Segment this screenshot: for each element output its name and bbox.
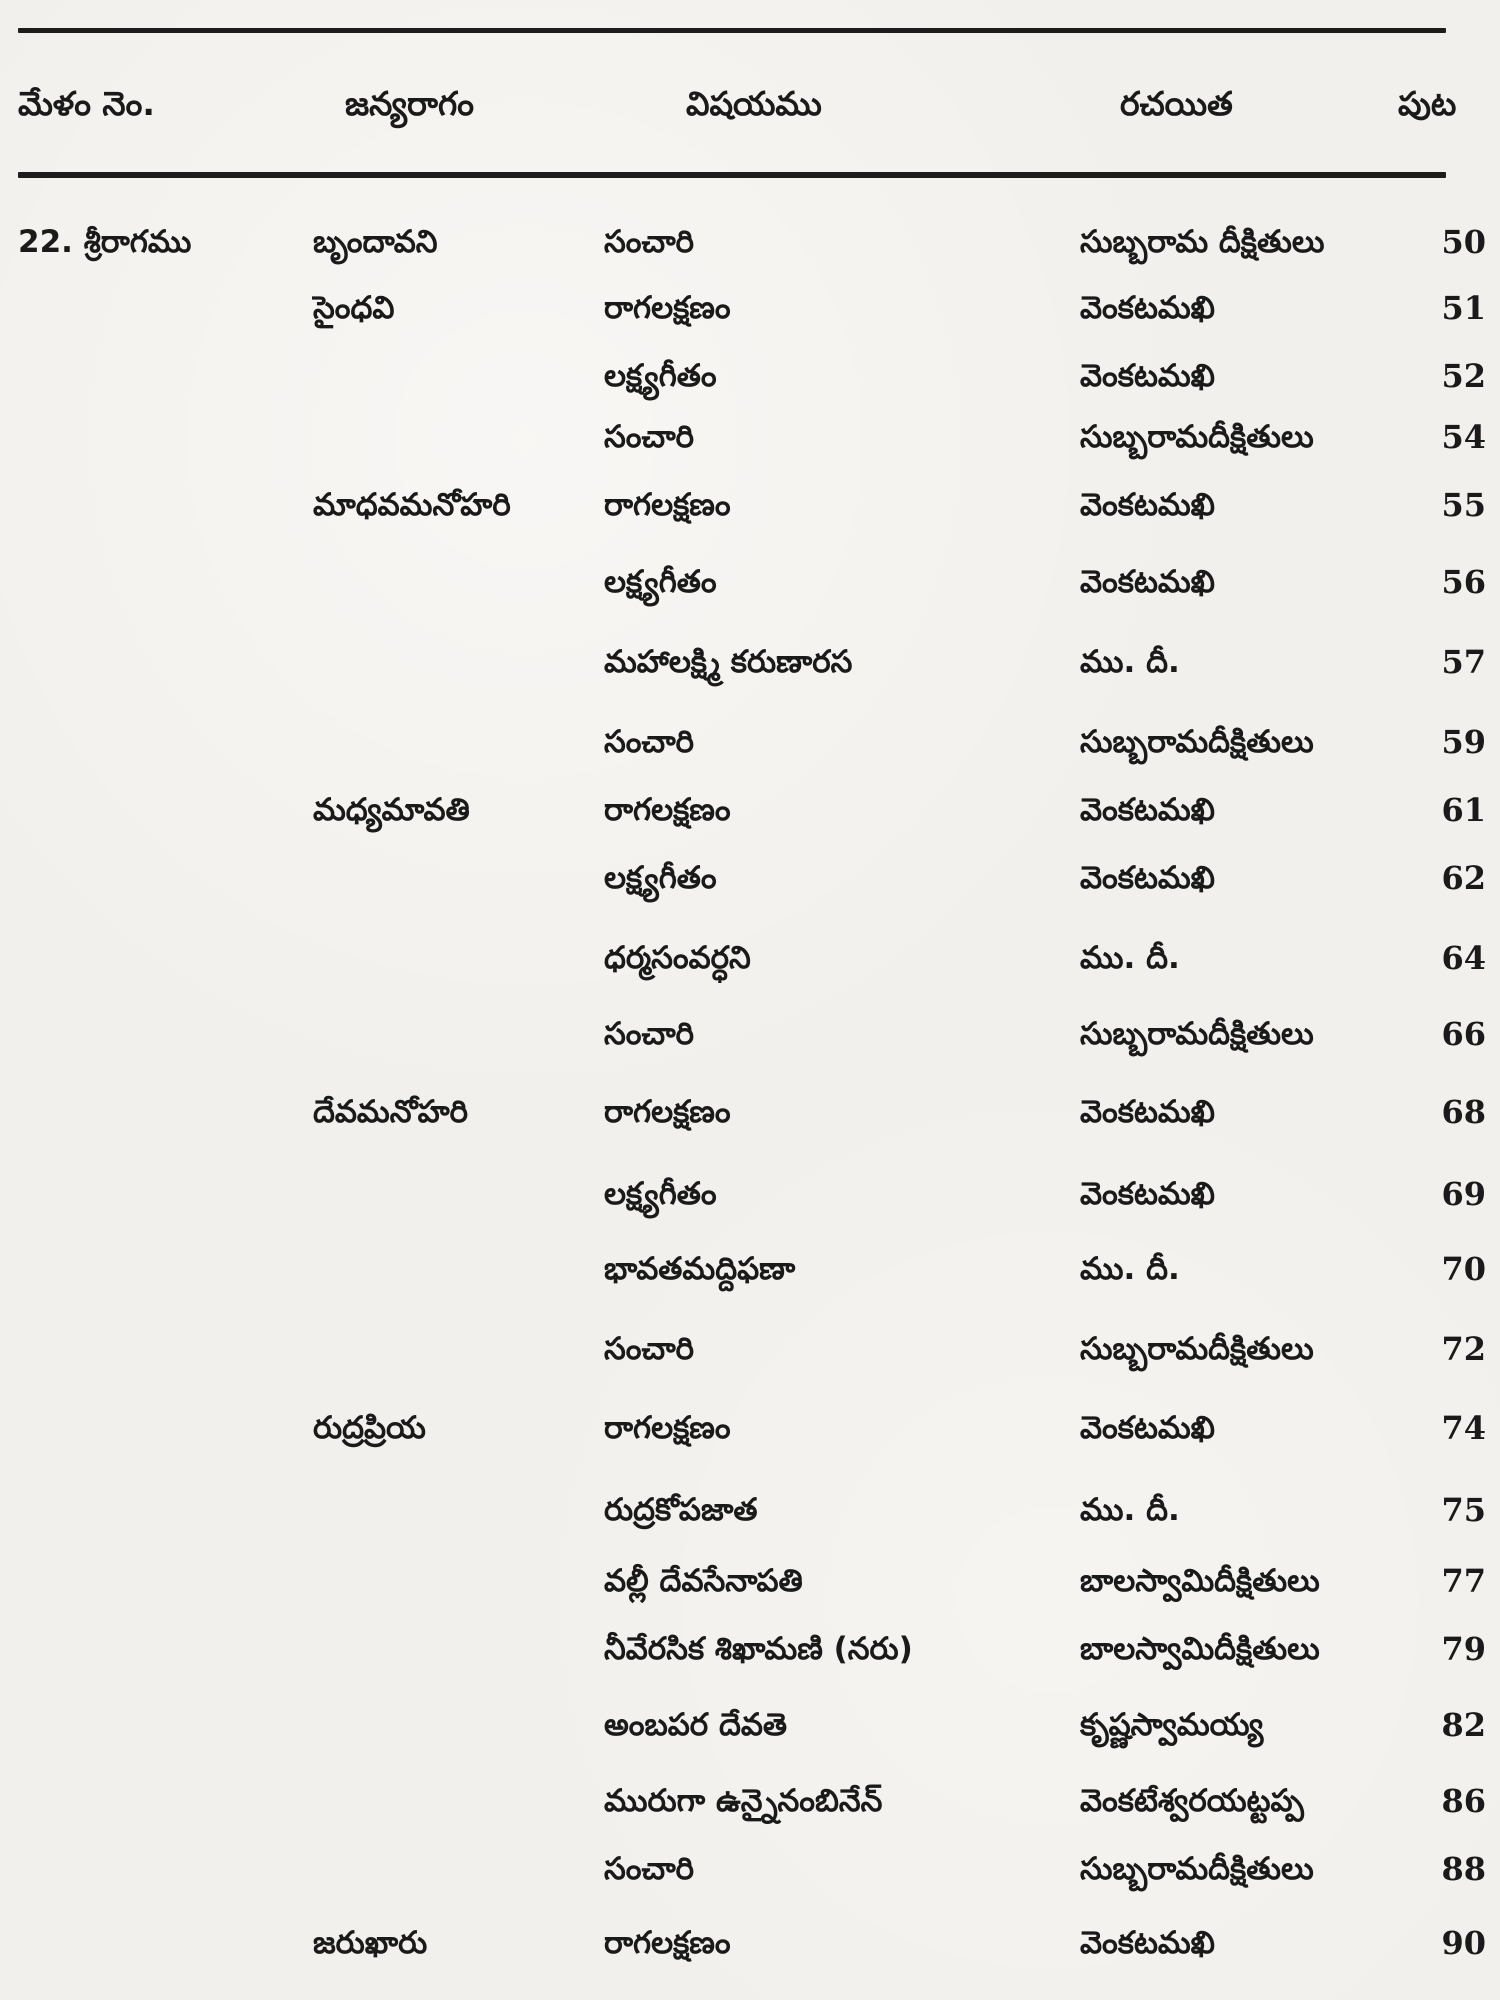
table-cell-puta: 56: [1441, 563, 1486, 601]
table-cell-puta: 69: [1441, 1175, 1486, 1213]
top-rule: [18, 28, 1446, 33]
table-cell-vishayam: లక్ష్యగీతం: [604, 564, 717, 600]
header-puta: పుట: [1398, 84, 1457, 123]
table-cell-puta: 68: [1441, 1093, 1486, 1131]
table-cell-puta: 88: [1441, 1850, 1486, 1888]
table-cell-rachayitha: సుబ్బరామదీక్షితులు: [1080, 419, 1314, 455]
table-cell-puta: 70: [1441, 1250, 1486, 1288]
table-cell-rachayitha: వెంకటమఖి: [1080, 487, 1215, 523]
table-cell-puta: 59: [1441, 723, 1486, 761]
table-cell-rachayitha: వెంకటమఖి: [1080, 358, 1215, 394]
header-mela-number: మేళం నెం.: [18, 84, 155, 123]
table-cell-vishayam: వల్లీ దేవసేనాపతి: [604, 1563, 803, 1599]
table-cell-rachayitha: వెంకటేశ్వరయట్టప్ప: [1080, 1783, 1304, 1819]
table-cell-rachayitha: వెంకటమఖి: [1080, 792, 1215, 828]
header-bottom-rule: [18, 172, 1446, 178]
table-cell-rachayitha: వెంకటమఖి: [1080, 564, 1215, 600]
header-janya-ragam: జన్యరాగం: [345, 84, 474, 123]
table-cell-rachayitha: సుబ్బరామదీక్షితులు: [1080, 1016, 1314, 1052]
table-cell-vishayam: లక్ష్యగీతం: [604, 860, 717, 896]
table-cell-vishayam: సంచారి: [604, 1016, 695, 1052]
table-cell-janya-ragam: రుద్రప్రియ: [313, 1410, 426, 1446]
table-cell-puta: 72: [1441, 1330, 1486, 1368]
table-cell-vishayam: మహాలక్ష్మి కరుణారస: [604, 644, 853, 680]
table-cell-vishayam: సంచారి: [604, 724, 695, 760]
table-cell-vishayam: ధర్మసంవర్ధని: [604, 940, 751, 976]
table-cell-puta: 82: [1441, 1706, 1486, 1744]
table-cell-puta: 57: [1441, 643, 1486, 681]
table-cell-mela-number: 22. శ్రీరాగము: [18, 224, 192, 260]
table-cell-janya-ragam: సైంధవి: [313, 290, 395, 326]
table-cell-rachayitha: ము. దీ.: [1080, 940, 1180, 976]
table-cell-janya-ragam: దేవమనోహరి: [313, 1094, 468, 1130]
table-cell-janya-ragam: బృందావని: [313, 224, 438, 260]
table-cell-vishayam: రాగలక్షణం: [604, 1925, 731, 1961]
table-cell-vishayam: లక్ష్యగీతం: [604, 358, 717, 394]
table-cell-rachayitha: వెంకటమఖి: [1080, 1410, 1215, 1446]
table-cell-puta: 79: [1441, 1630, 1486, 1668]
table-cell-vishayam: రాగలక్షణం: [604, 487, 731, 523]
table-cell-puta: 51: [1441, 289, 1486, 327]
table-cell-vishayam: రాగలక్షణం: [604, 1410, 731, 1446]
table-cell-rachayitha: కృష్ణస్వామయ్య: [1080, 1707, 1264, 1743]
table-cell-rachayitha: ము. దీ.: [1080, 644, 1180, 680]
table-cell-vishayam: సంచారి: [604, 1331, 695, 1367]
table-cell-puta: 54: [1441, 418, 1486, 456]
table-cell-puta: 86: [1441, 1782, 1486, 1820]
table-cell-vishayam: అంబపర దేవతె: [604, 1707, 788, 1743]
table-cell-puta: 55: [1441, 486, 1486, 524]
table-cell-rachayitha: వెంకటమఖి: [1080, 860, 1215, 896]
table-cell-puta: 50: [1441, 223, 1486, 261]
table-cell-vishayam: లక్ష్యగీతం: [604, 1176, 717, 1212]
table-cell-janya-ragam: జరుఖారు: [313, 1925, 428, 1961]
table-cell-rachayitha: వెంకటమఖి: [1080, 290, 1215, 326]
table-cell-puta: 75: [1441, 1491, 1486, 1529]
table-cell-vishayam: రాగలక్షణం: [604, 1094, 731, 1130]
table-cell-vishayam: సంచారి: [604, 419, 695, 455]
table-cell-vishayam: మురుగా ఉన్నైనంబినేన్: [604, 1783, 883, 1819]
table-cell-vishayam: సంచారి: [604, 224, 695, 260]
table-cell-vishayam: రుద్రకోపజాత: [604, 1492, 758, 1528]
table-cell-janya-ragam: మాధవమనోహరి: [313, 487, 511, 523]
table-cell-rachayitha: ము. దీ.: [1080, 1251, 1180, 1287]
table-cell-rachayitha: ము. దీ.: [1080, 1492, 1180, 1528]
table-cell-vishayam: రాగలక్షణం: [604, 290, 731, 326]
table-cell-rachayitha: వెంకటమఖి: [1080, 1925, 1215, 1961]
table-cell-puta: 61: [1441, 791, 1486, 829]
table-cell-rachayitha: వెంకటమఖి: [1080, 1176, 1215, 1212]
table-cell-puta: 66: [1441, 1015, 1486, 1053]
table-cell-puta: 52: [1441, 357, 1486, 395]
table-cell-vishayam: భావతమద్దిఫణా: [604, 1251, 796, 1287]
table-cell-rachayitha: బాలస్వామిదీక్షితులు: [1080, 1631, 1320, 1667]
table-cell-janya-ragam: మధ్యమావతి: [313, 792, 470, 828]
table-cell-puta: 90: [1441, 1924, 1486, 1962]
table-cell-puta: 77: [1441, 1562, 1486, 1600]
table-cell-vishayam: సంచారి: [604, 1851, 695, 1887]
table-cell-rachayitha: బాలస్వామిదీక్షితులు: [1080, 1563, 1320, 1599]
table-cell-puta: 62: [1441, 859, 1486, 897]
table-cell-puta: 74: [1441, 1409, 1486, 1447]
header-vishayam: విషయము: [686, 84, 822, 123]
table-cell-rachayitha: వెంకటమఖి: [1080, 1094, 1215, 1130]
table-cell-rachayitha: సుబ్బరామదీక్షితులు: [1080, 724, 1314, 760]
table-cell-vishayam: రాగలక్షణం: [604, 792, 731, 828]
table-cell-vishayam: నీవేరసిక శిఖామణి (నరు): [604, 1631, 913, 1667]
table-cell-rachayitha: సుబ్బరామదీక్షితులు: [1080, 1331, 1314, 1367]
table-cell-rachayitha: సుబ్బరామదీక్షితులు: [1080, 1851, 1314, 1887]
table-cell-puta: 64: [1441, 939, 1486, 977]
header-rachayitha: రచయిత: [1120, 84, 1233, 123]
table-cell-rachayitha: సుబ్బరామ దీక్షితులు: [1080, 224, 1325, 260]
